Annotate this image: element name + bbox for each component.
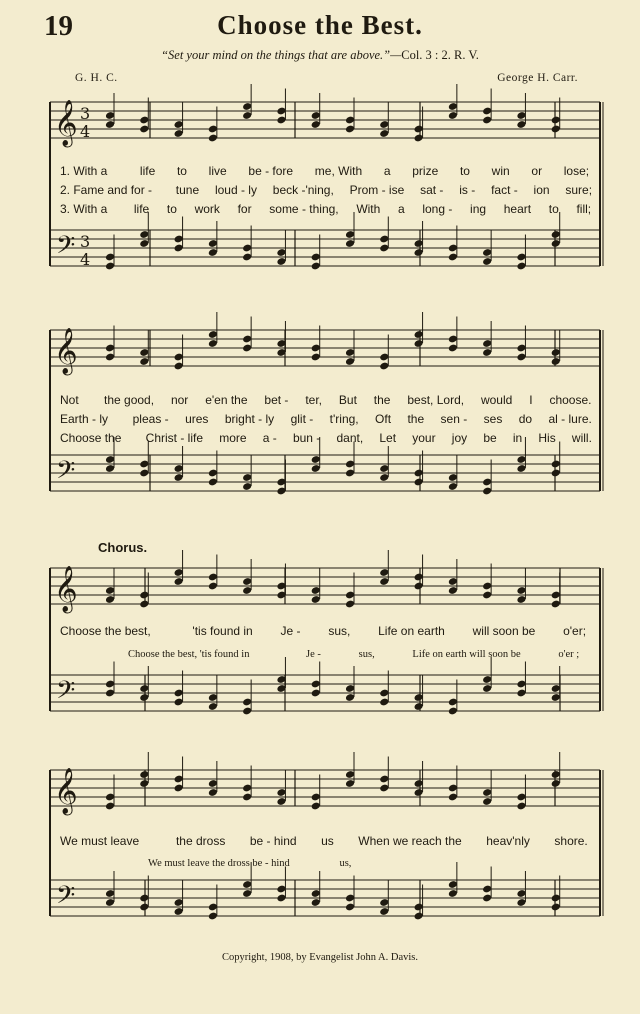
note-head xyxy=(276,684,286,693)
note-head xyxy=(482,582,492,591)
note-head xyxy=(448,793,458,802)
lyric-syllable: more xyxy=(219,431,247,445)
note-head xyxy=(414,582,424,591)
lyric-syllable: Oft xyxy=(375,412,392,426)
note-head xyxy=(105,898,115,907)
lyric-syllable: will soon be xyxy=(472,624,536,638)
lyric-syllable: bright - ly xyxy=(224,412,275,426)
note-head xyxy=(105,464,115,473)
note-head xyxy=(174,353,184,362)
note-head xyxy=(551,779,561,788)
note-head xyxy=(208,573,218,582)
note-head xyxy=(414,478,424,487)
lyric-syllable: Let xyxy=(379,431,397,445)
lyric-syllable: life xyxy=(133,202,150,216)
lyric-syllable: Earth - ly xyxy=(60,412,109,426)
note-head xyxy=(208,903,218,912)
lyric-syllable: But xyxy=(338,393,357,407)
note-head xyxy=(174,784,184,793)
note-head xyxy=(276,478,286,487)
note-head xyxy=(242,586,252,595)
lyric-syllable: your xyxy=(412,431,436,445)
verse-3-line-1 xyxy=(60,202,600,216)
note-head xyxy=(516,680,526,689)
lyric-syllable: loud - ly xyxy=(214,183,257,197)
verse-3-line-2 xyxy=(60,431,600,445)
note-head xyxy=(482,684,492,693)
chorus-line-1-lower xyxy=(128,649,598,660)
chorus-line-2-upper xyxy=(60,834,600,848)
lyric-syllable: some - thing, xyxy=(269,202,339,216)
note-head xyxy=(242,889,252,898)
note-head xyxy=(345,469,355,478)
note-head xyxy=(105,353,115,362)
lyric-syllable: sat - xyxy=(420,183,444,197)
lyric-syllable: sure; xyxy=(565,183,593,197)
lyric-syllable: for xyxy=(237,202,252,216)
note-head xyxy=(139,357,149,366)
note-head xyxy=(516,898,526,907)
note-head xyxy=(379,898,389,907)
note-head xyxy=(482,894,492,903)
note-head xyxy=(105,344,115,353)
note-head xyxy=(208,779,218,788)
note-head xyxy=(516,344,526,353)
note-head xyxy=(551,903,561,912)
note-head xyxy=(208,582,218,591)
lyric-syllable: lose; xyxy=(563,164,590,178)
note-head xyxy=(448,889,458,898)
chorus-line-2-lower xyxy=(148,858,368,869)
svg-text:𝄢: 𝄢 xyxy=(56,231,76,266)
lyric-syllable: ter, xyxy=(305,393,322,407)
lyric-syllable: prize xyxy=(412,164,439,178)
note-head xyxy=(448,473,458,482)
note-head xyxy=(311,455,321,464)
note-head xyxy=(174,698,184,707)
note-head xyxy=(208,788,218,797)
note-head xyxy=(345,779,355,788)
lyric-syllable: ing xyxy=(470,202,487,216)
note-head xyxy=(414,330,424,339)
lyricist: G. H. C. xyxy=(75,72,118,84)
lyric-syllable: choose. xyxy=(549,393,592,407)
verse-2-line-1 xyxy=(60,183,600,197)
lyric-syllable: fact - xyxy=(491,183,518,197)
lyric-syllable: shore. xyxy=(554,834,588,848)
note-head xyxy=(551,469,561,478)
note-head xyxy=(139,693,149,702)
note-head xyxy=(379,353,389,362)
note-head xyxy=(208,693,218,702)
lyric-syllable: me, With xyxy=(314,164,363,178)
lyric-syllable: Prom - ise xyxy=(349,183,405,197)
lyric-syllable: e'en the xyxy=(205,393,248,407)
note-head xyxy=(551,348,561,357)
note-head xyxy=(242,482,252,491)
note-head xyxy=(311,793,321,802)
lyric-syllable: Je - xyxy=(306,649,321,660)
note-head xyxy=(242,698,252,707)
note-head xyxy=(414,469,424,478)
note-head xyxy=(174,568,184,577)
note-head xyxy=(276,339,286,348)
lyric-syllable: live xyxy=(208,164,227,178)
lyric-syllable: Not xyxy=(60,393,79,407)
note-head xyxy=(311,353,321,362)
lyric-syllable: long - xyxy=(422,202,453,216)
lyric-syllable: pleas - xyxy=(132,412,169,426)
note-head xyxy=(379,464,389,473)
lyric-syllable: ures xyxy=(185,412,209,426)
svg-text:3: 3 xyxy=(80,104,91,123)
note-head xyxy=(139,591,149,600)
note-head xyxy=(242,707,252,716)
lyric-syllable: dant, xyxy=(336,431,364,445)
note-head xyxy=(414,573,424,582)
note-head xyxy=(242,473,252,482)
lyric-syllable: 'tis found in xyxy=(192,624,253,638)
lyric-syllable: Christ - life xyxy=(145,431,204,445)
note-head xyxy=(551,894,561,903)
note-head xyxy=(482,591,492,600)
lyric-syllable: Life on earth will soon be xyxy=(412,649,521,660)
svg-text:4: 4 xyxy=(80,250,91,269)
note-head xyxy=(242,577,252,586)
note-head xyxy=(242,344,252,353)
lyric-syllable: Life on earth xyxy=(378,624,445,638)
note-head xyxy=(311,586,321,595)
lyric-syllable: With xyxy=(356,202,381,216)
svg-text:𝄞: 𝄞 xyxy=(54,768,78,814)
lyric-syllable: the good, xyxy=(104,393,155,407)
lyric-syllable: would xyxy=(480,393,513,407)
note-head xyxy=(345,693,355,702)
note-head xyxy=(311,898,321,907)
lyric-syllable: al - lure. xyxy=(548,412,592,426)
lyric-syllable: the xyxy=(407,412,425,426)
lyric-syllable: We must leave xyxy=(60,834,140,848)
lyric-syllable: ses xyxy=(483,412,503,426)
note-head xyxy=(208,912,218,921)
note-head xyxy=(174,907,184,916)
chorus-label: Chorus. xyxy=(98,540,148,555)
note-head xyxy=(448,698,458,707)
note-head xyxy=(139,779,149,788)
lyric-syllable: glit - xyxy=(290,412,314,426)
note-head xyxy=(345,591,355,600)
note-head xyxy=(311,802,321,811)
note-head xyxy=(276,487,286,496)
note-head xyxy=(345,770,355,779)
note-head xyxy=(482,797,492,806)
lyric-syllable: sus, xyxy=(328,624,351,638)
lyric-syllable: His xyxy=(538,431,556,445)
note-head xyxy=(174,362,184,371)
note-head xyxy=(139,684,149,693)
note-head xyxy=(311,595,321,604)
note-head xyxy=(105,586,115,595)
note-head xyxy=(379,689,389,698)
note-head xyxy=(105,455,115,464)
note-head xyxy=(276,894,286,903)
lyric-syllable: be xyxy=(483,431,497,445)
lyric-syllable: fill; xyxy=(576,202,592,216)
svg-text:𝄞: 𝄞 xyxy=(54,100,78,146)
lyric-syllable: o'er ; xyxy=(558,649,580,660)
note-head xyxy=(482,885,492,894)
note-head xyxy=(345,684,355,693)
epigraph xyxy=(0,48,640,63)
note-head xyxy=(208,702,218,711)
note-head xyxy=(516,595,526,604)
note-head xyxy=(242,880,252,889)
lyric-syllable: Je - xyxy=(280,624,301,638)
note-head xyxy=(174,898,184,907)
note-head xyxy=(414,903,424,912)
note-head xyxy=(414,339,424,348)
note-head xyxy=(448,707,458,716)
svg-text:4: 4 xyxy=(80,122,91,141)
lyric-syllable: 3. With a xyxy=(60,202,108,216)
note-head xyxy=(482,339,492,348)
note-head xyxy=(414,702,424,711)
hymn-number: 19 xyxy=(44,10,73,42)
lyric-syllable: 2. Fame and for - xyxy=(60,183,153,197)
svg-text:𝄢: 𝄢 xyxy=(56,676,76,711)
note-head xyxy=(105,595,115,604)
note-head xyxy=(311,889,321,898)
lyric-syllable: us xyxy=(321,834,334,848)
note-head xyxy=(208,478,218,487)
note-head xyxy=(105,889,115,898)
lyric-syllable: do xyxy=(518,412,533,426)
note-head xyxy=(139,770,149,779)
lyric-syllable: a xyxy=(397,202,405,216)
copyright-notice: Copyright, 1908, by Evangelist John A. Davis. xyxy=(222,952,418,963)
svg-text:3: 3 xyxy=(80,232,91,251)
note-head xyxy=(551,770,561,779)
lyric-syllable: or xyxy=(531,164,543,178)
hymn-title: Choose the Best. xyxy=(217,10,423,40)
note-head xyxy=(379,784,389,793)
note-head xyxy=(551,684,561,693)
note-head xyxy=(345,348,355,357)
note-head xyxy=(276,885,286,894)
note-head xyxy=(379,362,389,371)
note-head xyxy=(345,894,355,903)
note-head xyxy=(516,689,526,698)
note-head xyxy=(482,788,492,797)
note-head xyxy=(139,460,149,469)
lyric-syllable: bun - xyxy=(292,431,321,445)
note-head xyxy=(139,469,149,478)
note-head xyxy=(482,348,492,357)
lyric-syllable: t'ring, xyxy=(329,412,359,426)
note-head xyxy=(242,335,252,344)
note-head xyxy=(276,582,286,591)
note-head xyxy=(551,693,561,702)
note-head xyxy=(276,797,286,806)
lyric-syllable: the xyxy=(373,393,391,407)
note-head xyxy=(414,788,424,797)
svg-text:𝄢: 𝄢 xyxy=(56,456,76,491)
lyric-syllable: us, xyxy=(339,858,352,869)
note-head xyxy=(208,339,218,348)
svg-text:𝄢: 𝄢 xyxy=(56,881,76,916)
note-head xyxy=(208,330,218,339)
note-head xyxy=(448,880,458,889)
lyric-syllable: a xyxy=(383,164,391,178)
note-head xyxy=(276,348,286,357)
note-head xyxy=(379,473,389,482)
lyric-syllable: joy xyxy=(451,431,468,445)
note-head xyxy=(174,775,184,784)
lyric-syllable: When we reach the xyxy=(358,834,462,848)
note-head xyxy=(276,591,286,600)
note-head xyxy=(139,600,149,609)
note-head xyxy=(242,784,252,793)
note-head xyxy=(105,802,115,811)
note-head xyxy=(551,591,561,600)
lyric-syllable: tune xyxy=(175,183,200,197)
lyric-syllable: heart xyxy=(503,202,532,216)
note-head xyxy=(551,460,561,469)
note-head xyxy=(174,464,184,473)
note-head xyxy=(379,775,389,784)
lyric-syllable: is - xyxy=(459,183,476,197)
note-head xyxy=(311,464,321,473)
note-head xyxy=(516,353,526,362)
note-head xyxy=(448,586,458,595)
note-head xyxy=(208,469,218,478)
note-head xyxy=(105,689,115,698)
chorus-line-1-upper xyxy=(60,624,600,638)
lyric-syllable: to xyxy=(166,202,177,216)
lyric-syllable: will. xyxy=(571,431,592,445)
lyric-syllable: to xyxy=(176,164,187,178)
lyric-syllable: best, Lord, xyxy=(407,393,465,407)
note-head xyxy=(414,779,424,788)
lyric-syllable: Choose the best, 'tis found in xyxy=(128,649,250,660)
lyric-syllable: We must leave the dross be - hind xyxy=(148,858,290,869)
composer: George H. Carr. xyxy=(497,72,578,84)
verse-1-line-2 xyxy=(60,393,600,407)
note-head xyxy=(174,689,184,698)
svg-text:𝄞: 𝄞 xyxy=(54,328,78,374)
note-head xyxy=(311,680,321,689)
verse-2-line-2 xyxy=(60,412,600,426)
lyric-syllable: ion xyxy=(533,183,550,197)
note-head xyxy=(551,600,561,609)
note-head xyxy=(174,473,184,482)
lyric-syllable: o'er; xyxy=(563,624,587,638)
lyric-syllable: to xyxy=(459,164,470,178)
note-head xyxy=(516,464,526,473)
lyric-syllable: the dross xyxy=(175,834,226,848)
lyric-syllable: to xyxy=(548,202,559,216)
note-head xyxy=(448,335,458,344)
note-head xyxy=(448,577,458,586)
lyric-syllable: Choose the best, xyxy=(60,624,151,638)
note-head xyxy=(139,348,149,357)
epigraph-reference: Col. 3 : 2. R. V. xyxy=(401,48,479,62)
lyric-syllable: 1. With a xyxy=(60,164,108,178)
lyric-syllable: sen - xyxy=(440,412,468,426)
lyric-syllable: a - xyxy=(262,431,277,445)
lyric-syllable: work xyxy=(194,202,220,216)
note-head xyxy=(242,793,252,802)
note-head xyxy=(311,344,321,353)
lyric-syllable: beck -'ning, xyxy=(272,183,334,197)
note-head xyxy=(516,455,526,464)
note-head xyxy=(345,460,355,469)
lyric-syllable: heav'nly xyxy=(486,834,530,848)
lyric-syllable: nor xyxy=(170,393,189,407)
note-head xyxy=(414,912,424,921)
note-head xyxy=(516,889,526,898)
note-head xyxy=(379,568,389,577)
note-head xyxy=(105,680,115,689)
note-head xyxy=(448,482,458,491)
lyric-syllable: sus, xyxy=(358,649,375,660)
note-head xyxy=(516,802,526,811)
note-head xyxy=(139,903,149,912)
note-head xyxy=(345,903,355,912)
lyric-syllable: Choose the xyxy=(60,431,122,445)
note-head xyxy=(414,693,424,702)
note-head xyxy=(482,478,492,487)
note-head xyxy=(482,487,492,496)
note-head xyxy=(379,907,389,916)
note-head xyxy=(105,793,115,802)
note-head xyxy=(139,894,149,903)
lyric-syllable: I xyxy=(529,393,533,407)
lyric-syllable: in xyxy=(512,431,523,445)
lyric-syllable: life xyxy=(139,164,156,178)
lyric-syllable: bet - xyxy=(264,393,289,407)
note-head xyxy=(311,689,321,698)
note-head xyxy=(516,586,526,595)
lyric-syllable: be - fore xyxy=(248,164,294,178)
note-head xyxy=(276,788,286,797)
note-head xyxy=(345,357,355,366)
note-head xyxy=(276,675,286,684)
verse-1-line-1 xyxy=(60,164,600,178)
note-head xyxy=(379,577,389,586)
lyric-syllable: be - hind xyxy=(249,834,297,848)
note-head xyxy=(448,344,458,353)
note-head xyxy=(551,357,561,366)
lyric-syllable: win xyxy=(491,164,510,178)
note-head xyxy=(516,793,526,802)
note-head xyxy=(174,577,184,586)
note-head xyxy=(379,698,389,707)
svg-text:𝄞: 𝄞 xyxy=(54,566,78,612)
note-head xyxy=(448,784,458,793)
note-head xyxy=(345,600,355,609)
epigraph-quote: “Set your mind on the things that are above.”— xyxy=(161,48,402,62)
note-head xyxy=(482,675,492,684)
